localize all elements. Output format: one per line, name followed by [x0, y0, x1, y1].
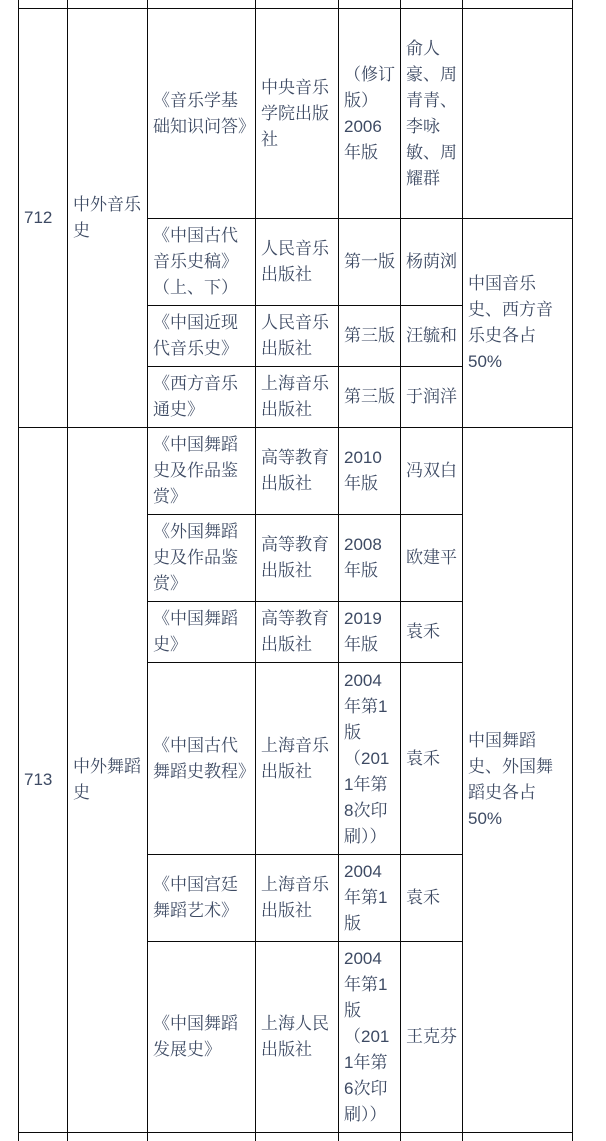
empty-cell	[339, 1133, 401, 1141]
publisher-cell: 上海音乐出版社	[256, 855, 339, 942]
authors-cell: 欧建平	[401, 515, 463, 602]
publisher-cell: 人民音乐出版社	[256, 306, 339, 367]
book-title-cell: 《中国宫廷舞蹈艺术》	[148, 855, 256, 942]
subject-cell: 中外音乐史	[68, 9, 148, 428]
empty-cell	[19, 0, 68, 9]
authors-cell: 俞人豪、周青青、李咏敏、周耀群	[401, 9, 463, 219]
edition-cell: 2004年第1版	[339, 855, 401, 942]
book-title-cell: 《外国舞蹈史及作品鉴赏》	[148, 515, 256, 602]
authors-cell: 冯双白	[401, 428, 463, 515]
authors-cell: 杨荫浏	[401, 219, 463, 306]
note-empty-cell	[463, 9, 573, 219]
edition-cell: 2008年版	[339, 515, 401, 602]
book-title-cell: 《西方音乐通史》	[148, 367, 256, 428]
note-cell: 中国音乐史、西方音乐史各占50%	[463, 219, 573, 428]
empty-cell	[463, 1133, 573, 1141]
book-title-cell: 《中国近现代音乐史》	[148, 306, 256, 367]
publisher-cell: 上海音乐出版社	[256, 367, 339, 428]
empty-cell	[339, 0, 401, 9]
edition-cell: 第三版	[339, 306, 401, 367]
empty-cell	[19, 1133, 68, 1141]
publisher-cell: 高等教育出版社	[256, 602, 339, 663]
authors-cell: 袁禾	[401, 663, 463, 855]
book-row	[19, 428, 573, 515]
empty-cell	[463, 0, 573, 9]
book-title-cell: 《中国古代音乐史稿》（上、下）	[148, 219, 256, 306]
clipped-row-bottom	[19, 1133, 573, 1141]
edition-cell: 第三版	[339, 367, 401, 428]
publisher-cell: 中央音乐学院出版社	[256, 9, 339, 219]
edition-cell: 2019年版	[339, 602, 401, 663]
empty-cell	[401, 0, 463, 9]
exam-code-cell: 713	[19, 428, 68, 1133]
reference-books-table	[18, 0, 573, 1141]
empty-cell	[148, 1133, 256, 1141]
edition-cell: （修订版）2006年版	[339, 9, 401, 219]
book-title-cell: 《音乐学基础知识问答》	[148, 9, 256, 219]
edition-cell: 第一版	[339, 219, 401, 306]
book-title-cell: 《中国古代舞蹈史教程》	[148, 663, 256, 855]
edition-cell: 2010年版	[339, 428, 401, 515]
publisher-cell: 高等教育出版社	[256, 428, 339, 515]
empty-cell	[401, 1133, 463, 1141]
empty-cell	[256, 0, 339, 9]
publisher-cell: 人民音乐出版社	[256, 219, 339, 306]
subject-cell: 中外舞蹈史	[68, 428, 148, 1133]
exam-code-cell: 712	[19, 9, 68, 428]
book-title-cell: 《中国舞蹈发展史》	[148, 942, 256, 1133]
edition-cell: 2004年第1版（2011年第6次印刷））	[339, 942, 401, 1133]
empty-cell	[148, 0, 256, 9]
empty-cell	[256, 1133, 339, 1141]
authors-cell: 汪毓和	[401, 306, 463, 367]
empty-cell	[68, 1133, 148, 1141]
publisher-cell: 高等教育出版社	[256, 515, 339, 602]
book-title-cell: 《中国舞蹈史》	[148, 602, 256, 663]
publisher-cell: 上海音乐出版社	[256, 663, 339, 855]
clipped-row-top	[19, 0, 573, 9]
book-title-cell: 《中国舞蹈史及作品鉴赏》	[148, 428, 256, 515]
note-cell: 中国舞蹈史、外国舞蹈史各占50%	[463, 428, 573, 1133]
authors-cell: 于润洋	[401, 367, 463, 428]
authors-cell: 袁禾	[401, 602, 463, 663]
edition-cell: 2004年第1版（2011年第8次印刷））	[339, 663, 401, 855]
authors-cell: 王克芬	[401, 942, 463, 1133]
publisher-cell: 上海人民出版社	[256, 942, 339, 1133]
authors-cell: 袁禾	[401, 855, 463, 942]
empty-cell	[68, 0, 148, 9]
book-row	[19, 9, 573, 219]
